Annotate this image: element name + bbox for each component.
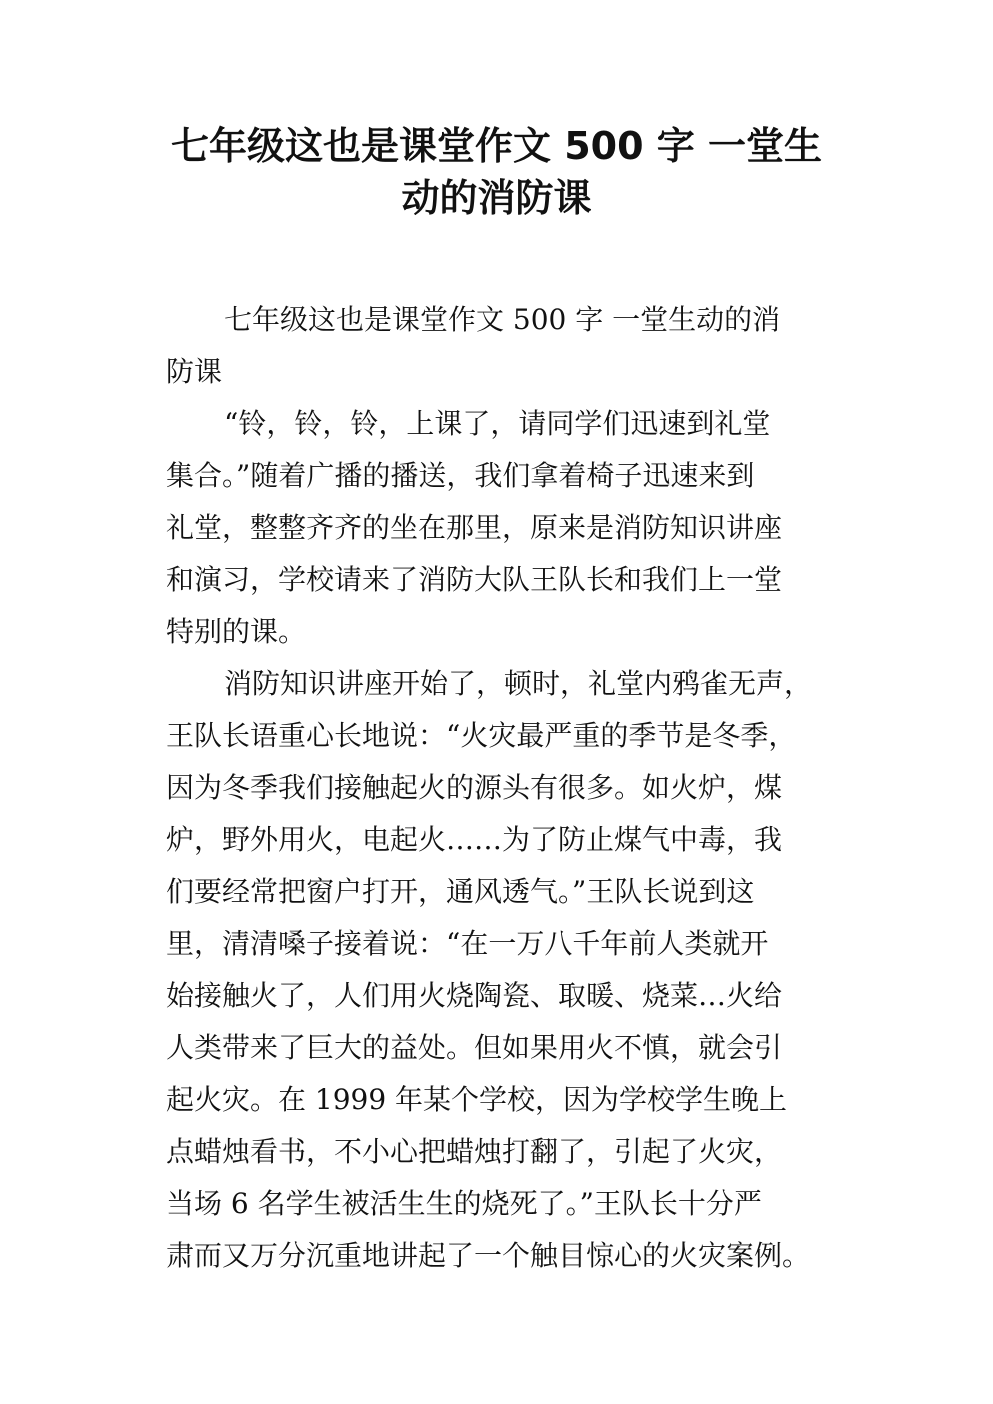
text-line: 七年级这也是课堂作文 500 字 一堂生动的消 (224, 303, 781, 336)
text-line: 集合。”随着广播的播送，我们拿着椅子迅速来到 (166, 459, 755, 492)
text-line: 炉，野外用火，电起火……为了防止煤气中毒，我 (166, 823, 783, 856)
document-title (120, 120, 873, 224)
paragraph-2 (166, 398, 846, 658)
document-body (166, 294, 846, 1282)
text-line: “铃，铃，铃，上课了，请同学们迅速到礼堂 (224, 407, 771, 440)
text-line: 消防知识讲座开始了，顿时，礼堂内鸦雀无声， (224, 667, 813, 700)
text-line: 始接触火了，人们用火烧陶瓷、取暖、烧菜…火给 (166, 979, 783, 1012)
text-line: 肃而又万分沉重地讲起了一个触目惊心的火灾案例。 (166, 1239, 811, 1272)
text-line: 因为冬季我们接触起火的源头有很多。如火炉，煤 (166, 771, 783, 804)
text-line: 和演习，学校请来了消防大队王队长和我们上一堂 (166, 563, 783, 596)
text-line: 礼堂，整整齐齐的坐在那里，原来是消防知识讲座 (166, 511, 783, 544)
text-line: 人类带来了巨大的益处。但如果用火不慎，就会引 (166, 1031, 783, 1064)
text-line: 点蜡烛看书，不小心把蜡烛打翻了，引起了火灾， (166, 1135, 783, 1168)
title-line: 七年级这也是课堂作文 500 字 一堂生 (170, 124, 822, 168)
paragraph-1 (166, 294, 846, 398)
text-line: 特别的课。 (166, 615, 307, 648)
text-line: 防课 (166, 355, 223, 388)
title-line: 动的消防课 (401, 176, 592, 220)
text-line: 王队长语重心长地说：“火灾最严重的季节是冬季， (166, 719, 797, 752)
text-line: 当场 6 名学生被活生生的烧死了。”王队长十分严 (166, 1187, 762, 1220)
paragraph-3 (166, 658, 846, 1282)
text-line: 们要经常把窗户打开，通风透气。”王队长说到这 (166, 875, 755, 908)
text-line: 起火灾。在 1999 年某个学校，因为学校学生晚上 (166, 1083, 788, 1116)
text-line: 里，清清嗓子接着说：“在一万八千年前人类就开 (166, 927, 769, 960)
